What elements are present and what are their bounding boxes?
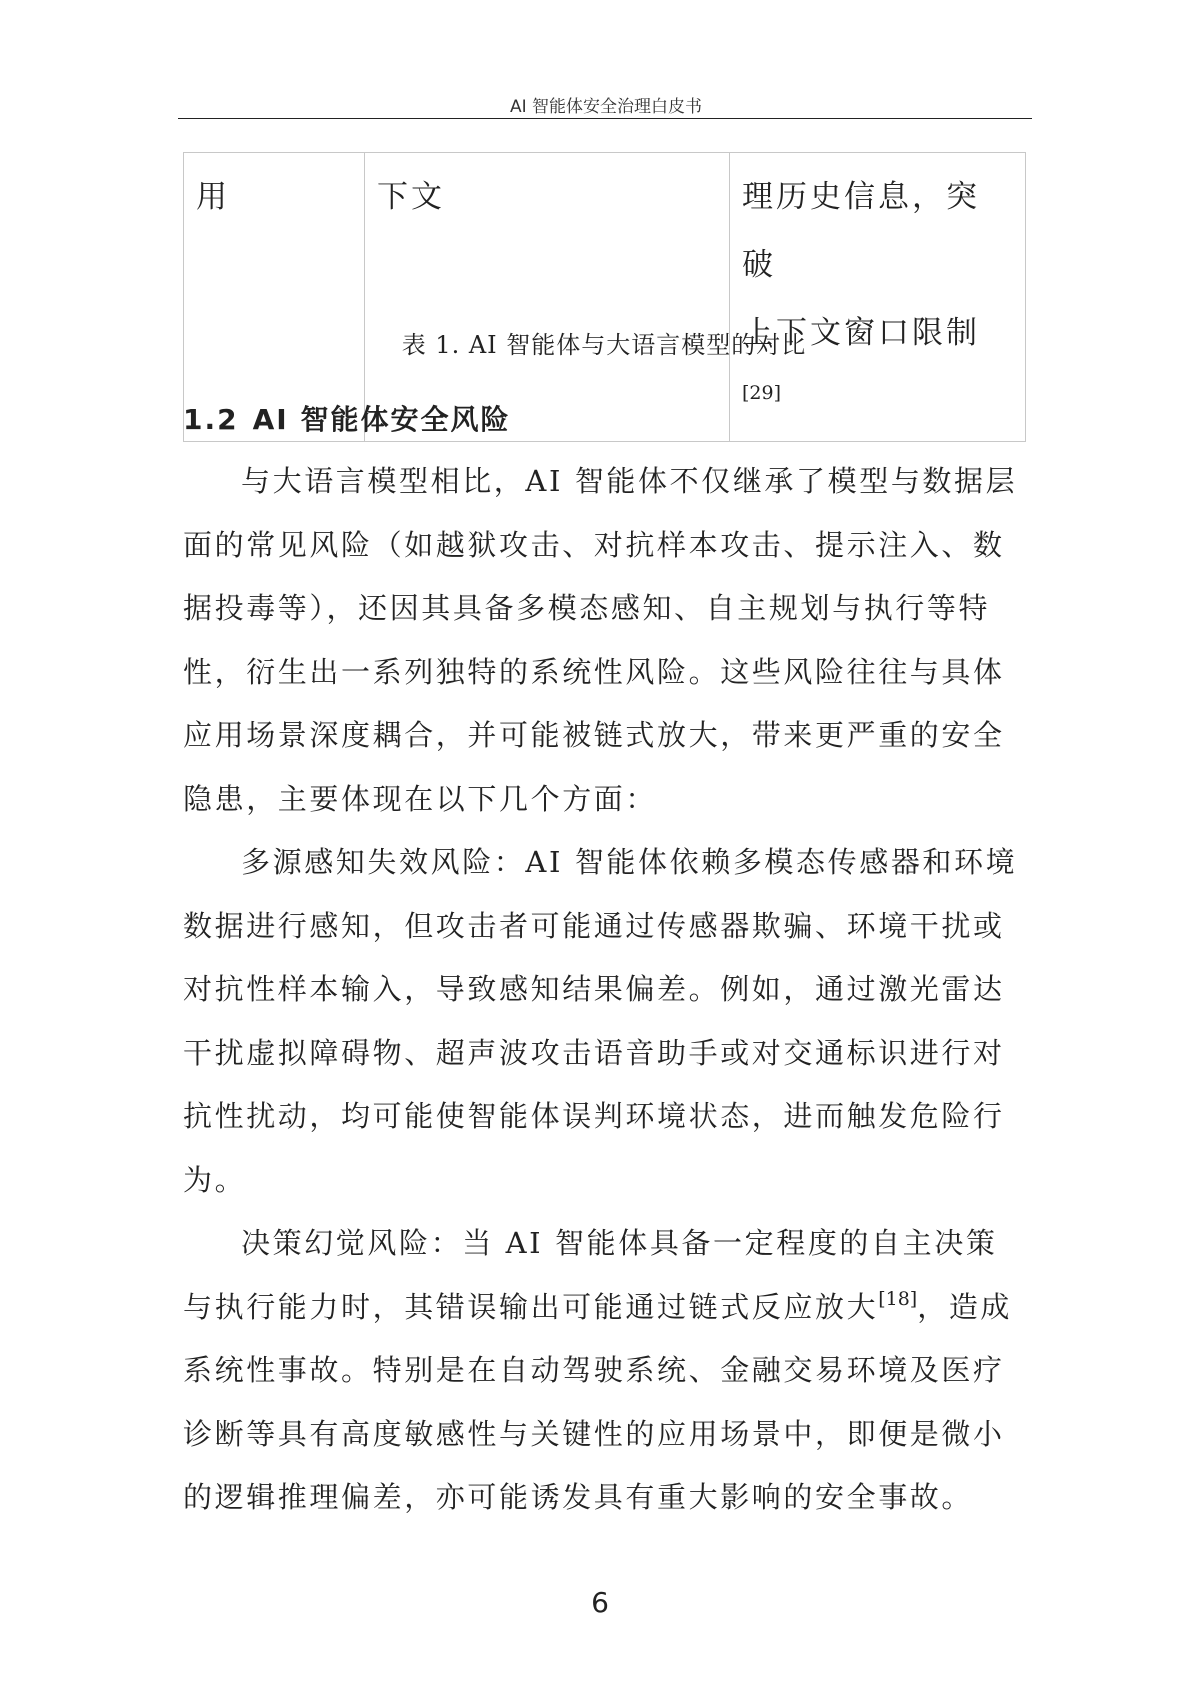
running-header: AI 智能体安全治理白皮书	[509, 97, 703, 117]
section-number: 1.2	[183, 403, 239, 436]
page-number: 6	[591, 1586, 609, 1619]
table-caption: 表 1. AI 智能体与大语言模型的对比	[401, 331, 807, 359]
paragraph-3-part-2: ，造成系统性事故。特别是在自动驾驶系统、金融交易环境及医疗诊断等具有高度敏感性与关键性的应用场景中，即便是微小的逻辑推理偏差，亦可能诱发具有重大影响的安全事故。	[183, 1289, 1013, 1514]
paragraph-3-part-1: 决策幻觉风险：当 AI 智能体具备一定程度的自主决策与执行能力时，其错误输出可能通过链式反应放大	[183, 1226, 998, 1324]
citation-ref: [18]	[878, 1287, 918, 1310]
header-rule	[178, 118, 1032, 119]
body-text	[183, 450, 1025, 1530]
cell-text-line-2: 上下文窗口限制	[742, 315, 980, 351]
paragraph-1: 与大语言模型相比，AI 智能体不仅继承了模型与数据层面的常见风险（如越狱攻击、对抗样本攻击、提示注入、数据投毒等），还因其具备多模态感知、自主规划与执行等特性，衍生出一系列独特的系统性风险。这些风险往往与具体应用场景深度耦合，并可能被链式放大，带来更严重的安全隐患，主要体现在以下几个方面：	[183, 464, 1018, 816]
cell-text: 用	[196, 179, 230, 215]
section-title: AI 智能体安全风险	[252, 403, 511, 436]
cell-text: 下文	[377, 179, 445, 215]
paragraph-2: 多源感知失效风险：AI 智能体依赖多模态传感器和环境数据进行感知，但攻击者可能通过传感器欺骗、环境干扰或对抗性样本输入，导致感知结果偏差。例如，通过激光雷达干扰虚拟障碍物、超声波攻击语音助手或对交通标识进行对抗性扰动，均可能使智能体误判环境状态，进而触发危险行为。	[183, 845, 1018, 1197]
citation-ref: [29]	[742, 382, 782, 404]
section-heading	[183, 398, 524, 438]
cell-text-line-1: 理历史信息，突破	[742, 179, 980, 283]
paragraph-3	[183, 1212, 1025, 1530]
table-cell-3	[730, 153, 1026, 442]
